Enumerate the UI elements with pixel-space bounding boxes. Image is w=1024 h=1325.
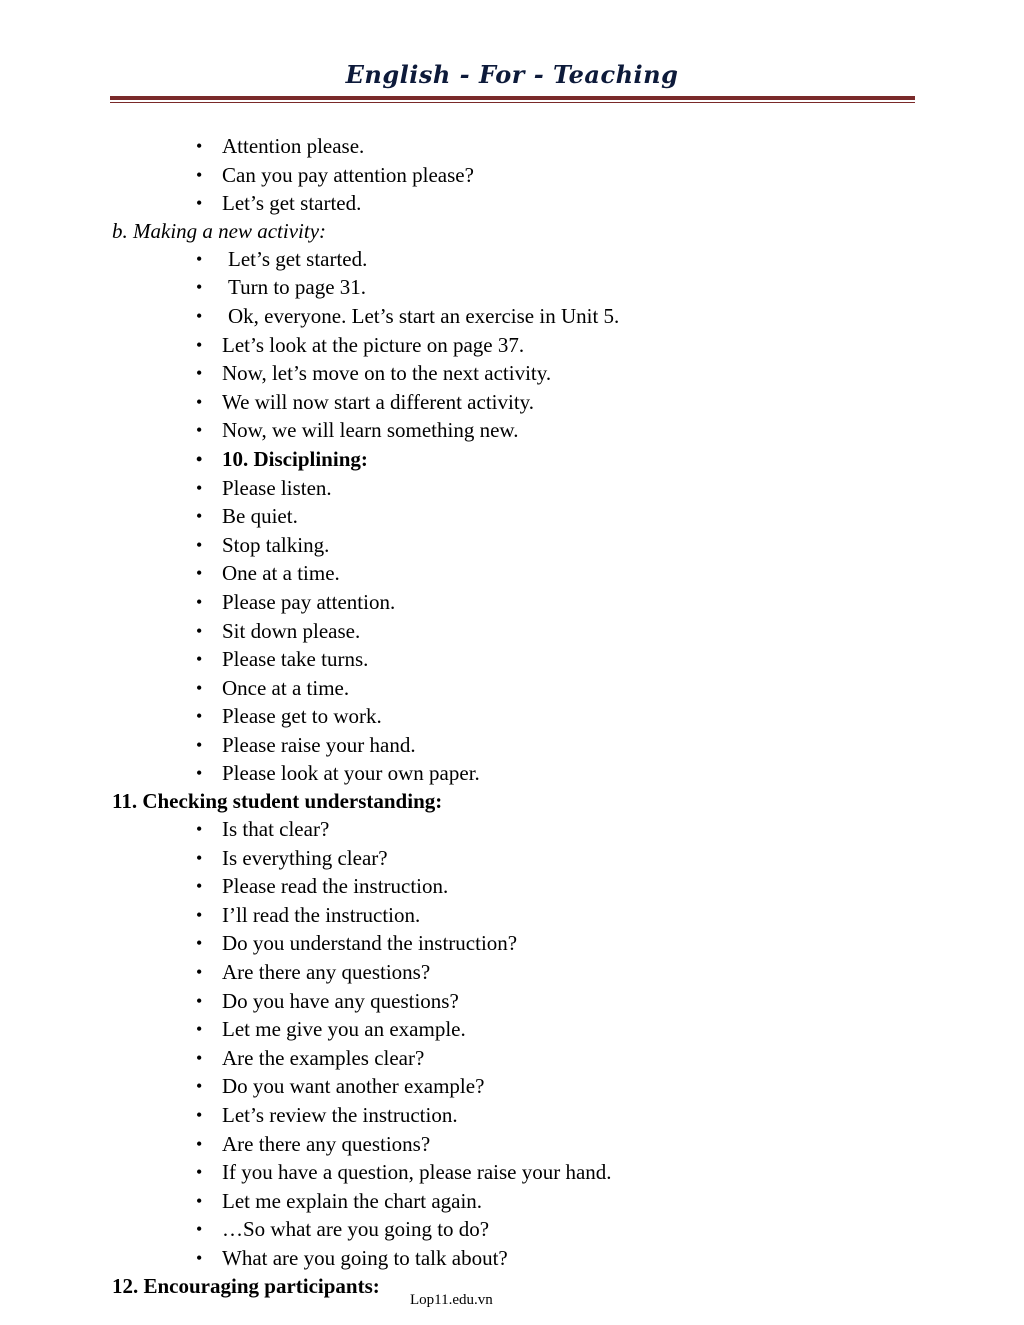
item-text: Do you want another example?: [222, 1074, 485, 1099]
item-text: Are the examples clear?: [222, 1045, 425, 1070]
section-heading: [112, 1273, 912, 1300]
page-header-title: English - For - Teaching: [345, 60, 679, 89]
bullet-icon: •: [196, 876, 203, 897]
item-text: 12. Encouraging participants:: [112, 1273, 380, 1298]
bullet-icon: •: [196, 534, 203, 555]
list-item: [112, 161, 912, 190]
list-item: [112, 1044, 912, 1073]
list-item: [112, 1158, 912, 1187]
item-text: Please look at your own paper.: [222, 761, 480, 786]
list-item: [112, 445, 912, 474]
bullet-icon: •: [196, 620, 203, 641]
bullet-icon: •: [196, 706, 203, 727]
bullet-icon: •: [196, 933, 203, 954]
item-text: Please listen.: [222, 475, 332, 500]
header-rule-thick: [110, 96, 915, 100]
bullet-icon: •: [196, 1190, 203, 1211]
item-text: Let me give you an example.: [222, 1017, 466, 1042]
bullet-icon: •: [196, 391, 203, 412]
list-item: [112, 388, 912, 417]
header-rule-thin: [110, 102, 915, 103]
bullet-icon: •: [196, 962, 203, 983]
bullet-icon: •: [196, 904, 203, 925]
list-item: [112, 1072, 912, 1101]
list-item: [112, 731, 912, 760]
list-item: [112, 844, 912, 873]
list-item: [112, 1015, 912, 1044]
item-text: Please take turns.: [222, 647, 369, 672]
bullet-icon: •: [196, 1105, 203, 1125]
bullet-icon: •: [196, 193, 203, 214]
list-item: [112, 1244, 912, 1273]
bullet-icon: •: [196, 1219, 203, 1240]
list-item: [112, 245, 912, 274]
bullet-icon: •: [196, 990, 203, 1011]
item-text: Can you pay attention please?: [222, 162, 474, 187]
bullet-icon: •: [196, 1047, 203, 1068]
list-item: [112, 674, 912, 703]
item-text: Let’s get started.: [228, 246, 368, 271]
item-text: Please pay attention.: [222, 589, 396, 614]
list-item: [112, 872, 912, 901]
bullet-icon: •: [196, 305, 203, 326]
item-text: Once at a time.: [222, 675, 350, 700]
bullet-icon: •: [196, 591, 203, 612]
list-item: [112, 958, 912, 987]
item-text: Please raise your hand.: [222, 732, 416, 757]
list-item: [112, 588, 912, 617]
list-item: [112, 987, 912, 1016]
item-text: If you have a question, please raise your hand.: [222, 1160, 612, 1185]
bullet-icon: •: [196, 677, 203, 698]
item-text: Is that clear?: [222, 817, 330, 842]
list-item: [112, 189, 912, 218]
bullet-icon: •: [196, 1019, 203, 1040]
item-text: Do you understand the instruction?: [222, 931, 518, 956]
item-text: Attention please.: [222, 134, 365, 158]
item-text: Please read the instruction.: [222, 874, 449, 899]
bullet-icon: •: [196, 334, 203, 355]
item-text: Turn to page 31.: [228, 275, 367, 300]
bullet-icon: •: [196, 734, 203, 755]
bullet-icon: •: [196, 1076, 203, 1097]
bullet-icon: •: [196, 363, 203, 384]
bullet-icon: •: [196, 277, 203, 298]
list-item: [112, 474, 912, 503]
list-item: [112, 132, 912, 161]
item-text: …So what are you going to do?: [222, 1217, 490, 1242]
list-item: [112, 273, 912, 302]
list-item: [112, 1215, 912, 1244]
list-item: [112, 416, 912, 445]
item-text: We will now start a different activity.: [222, 389, 535, 414]
list-item: [112, 702, 912, 731]
item-text: Be quiet.: [222, 504, 298, 529]
list-item: [112, 331, 912, 360]
bullet-icon: •: [196, 1247, 203, 1268]
list-item: [112, 901, 912, 930]
item-text: 10. Disciplining:: [222, 446, 368, 471]
list-item: [112, 359, 912, 388]
item-text: Let’s look at the picture on page 37.: [222, 332, 525, 357]
list-item: [112, 302, 912, 331]
list-item: [112, 759, 912, 788]
bullet-icon: •: [196, 420, 203, 441]
item-text: I’ll read the instruction.: [222, 902, 421, 927]
bullet-icon: •: [196, 506, 203, 527]
item-text: Do you have any questions?: [222, 988, 459, 1013]
document-body: [112, 132, 912, 1300]
list-item: [112, 1101, 912, 1130]
item-text: Let’s review the instruction.: [222, 1103, 458, 1127]
item-text: Let me explain the chart again.: [222, 1188, 483, 1213]
list-item: [112, 502, 912, 531]
bullet-icon: •: [196, 763, 203, 784]
bullet-icon: •: [196, 164, 203, 185]
list-item: [112, 617, 912, 646]
item-text: Now, we will learn something new.: [222, 418, 519, 443]
list-item: [112, 645, 912, 674]
list-item: [112, 1187, 912, 1216]
item-text: Let’s get started.: [222, 191, 362, 216]
item-text: Stop talking.: [222, 532, 330, 557]
bullet-icon: •: [196, 477, 203, 498]
list-item: [112, 1130, 912, 1159]
item-text: Please get to work.: [222, 704, 382, 729]
bullet-icon: •: [196, 136, 203, 156]
bullet-icon: •: [196, 1162, 203, 1183]
list-item: [112, 531, 912, 560]
list-item: [112, 929, 912, 958]
bullet-icon: •: [196, 563, 203, 584]
item-text: Are there any questions?: [222, 960, 431, 985]
page-footer: Lop11.edu.vn: [410, 1292, 493, 1308]
item-text: Ok, everyone. Let’s start an exercise in Unit 5.: [228, 303, 620, 328]
bullet-icon: •: [196, 248, 203, 269]
list-item: [112, 815, 912, 844]
bullet-icon: •: [196, 847, 203, 868]
item-text: Sit down please.: [222, 618, 361, 643]
bullet-icon: •: [196, 819, 203, 840]
item-text: Are there any questions?: [222, 1131, 431, 1156]
item-text: 11. Checking student understanding:: [112, 789, 443, 814]
item-text: Now, let’s move on to the next activity.: [222, 361, 552, 386]
item-text: What are you going to talk about?: [222, 1245, 508, 1270]
bullet-icon: •: [196, 448, 203, 469]
list-item: [112, 559, 912, 588]
bullet-icon: •: [196, 649, 203, 670]
item-text: b. Making a new activity:: [112, 218, 327, 243]
section-subheading: [112, 218, 912, 245]
item-text: Is everything clear?: [222, 845, 388, 870]
bullet-icon: •: [196, 1133, 203, 1154]
section-heading: [112, 788, 912, 815]
item-text: One at a time.: [222, 561, 340, 586]
